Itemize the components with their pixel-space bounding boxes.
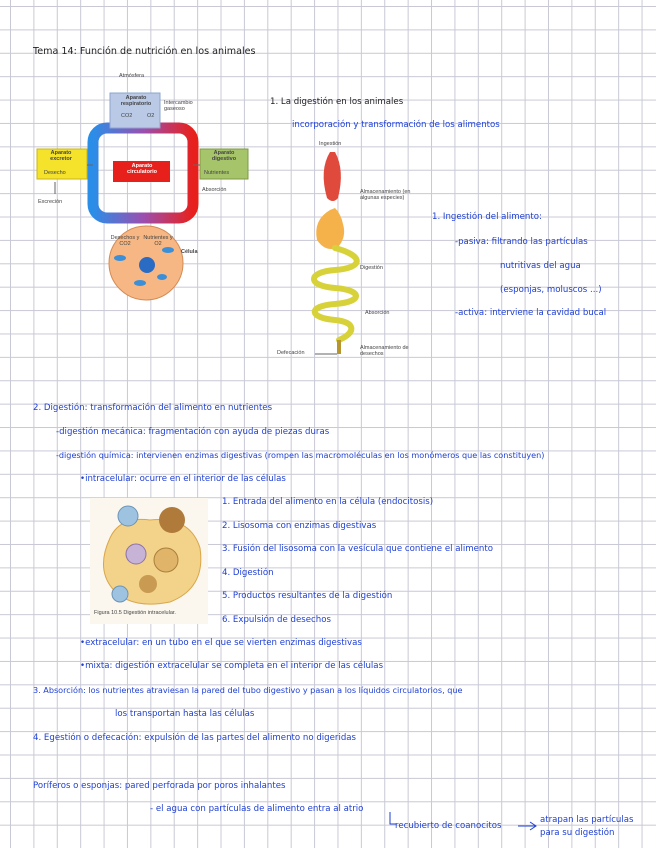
- egestion-line: 4. Egestión o defecación: expulsión de las partes del alimento no digeridas: [33, 733, 357, 743]
- figure-caption: Figura 10.5 Digestión intracelular.: [94, 610, 176, 616]
- cell-waste-label: Desechos y CO2: [110, 235, 140, 247]
- nutrients-label: Nutrientes: [204, 170, 230, 176]
- respiratory-system-label: Aparato respiratorio: [120, 95, 152, 107]
- waste-label: Desecho: [44, 170, 66, 176]
- mixed-digestion: •mixta: digestión extracelular se completa en el interior de las células: [80, 661, 384, 671]
- excretion-label: Excreción: [38, 199, 63, 205]
- chemical-digestion: -digestión química: intervienen enzimas digestivas (rompen las macromoléculas en los monómeros que las constituyen): [56, 450, 545, 460]
- page-title: Tema 14: Función de nutrición en los animales: [33, 46, 256, 57]
- ingestion-passive-2: nutritivas del agua: [500, 261, 581, 271]
- porifera-line-4: atrapan las partículas: [540, 815, 634, 825]
- step-1: 1. Entrada del alimento en la célula (endocitosis): [222, 497, 434, 507]
- extracellular-digestion: •extracelular: en un tubo en el que se vierten enzimas digestivas: [80, 638, 362, 648]
- absorption-tract-label: Absorción: [365, 310, 390, 316]
- porifera-line-5: para su digestión: [540, 828, 615, 838]
- section2-heading: 2. Digestión: transformación del alimento en nutrientes: [33, 403, 273, 413]
- waste-storage-label: Almacenamiento de desechos: [360, 345, 409, 357]
- absorption-line-2: los transportan hasta las células: [115, 709, 255, 719]
- digestive-tract-diagram: [275, 140, 425, 362]
- intracellular-digestion-diagram: [90, 498, 208, 610]
- atmosphere-label: Atmósfera: [119, 73, 145, 79]
- section1-subtitle: incorporación y transformación de los alimentos: [292, 120, 500, 130]
- ingestion-passive-3: (esponjas, moluscos ...): [500, 285, 602, 295]
- circulatory-system-label: Aparato circulatorio: [127, 163, 157, 175]
- digestive-tract-figure: [275, 140, 425, 362]
- absorption-label: Absorción: [202, 187, 227, 193]
- porifera-arrows: [386, 812, 546, 836]
- ingestion-active: -activa: interviene la cavidad bucal: [455, 308, 607, 318]
- co2-label: CO2: [121, 113, 133, 119]
- o2-label: O2: [147, 113, 155, 119]
- storage-label: Almacenamiento (en algunas especies): [360, 189, 411, 201]
- mechanical-digestion: -digestión mecánica: fragmentación con ayuda de piezas duras: [56, 427, 330, 437]
- ingestion-label: Ingestión: [319, 141, 342, 147]
- defecation-label: Defecación: [277, 350, 305, 356]
- cell-label: Célula: [181, 249, 198, 255]
- gas-exchange-label: Intercambio gaseoso: [164, 100, 193, 112]
- porifera-line-3: recubierto de coanocitos: [395, 821, 502, 831]
- excretory-system-label: Aparato excretor: [50, 150, 72, 162]
- ingestion-passive: -pasiva: filtrando las partículas: [455, 237, 588, 247]
- step-3: 3. Fusión del lisosoma con la vesícula que contiene el alimento: [222, 544, 494, 554]
- porifera-line-2: - el agua con partículas de alimento entra al atrio: [150, 804, 364, 814]
- ingestion-heading: 1. Ingestión del alimento:: [432, 212, 542, 222]
- intracellular-digestion-figure: [90, 498, 208, 624]
- porifera-line-1: Poríferos o esponjas: pared perforada por poros inhalantes: [33, 781, 286, 791]
- step-6: 6. Expulsión de desechos: [222, 615, 331, 625]
- section1-heading: 1. La digestión en los animales: [270, 97, 404, 107]
- cell-nutrients-label: Nutrientes y O2: [143, 235, 173, 247]
- step-4: 4. Digestión: [222, 568, 274, 578]
- step-2: 2. Lisosoma con enzimas digestivas: [222, 521, 377, 531]
- nutrition-systems-figure: [30, 70, 250, 310]
- digestion-label: Digestión: [360, 265, 383, 271]
- intracellular-digestion: •intracelular: ocurre en el interior de las células: [80, 474, 286, 484]
- step-5: 5. Productos resultantes de la digestión: [222, 591, 393, 601]
- absorption-line-1: 3. Absorción: los nutrientes atraviesan la pared del tubo digestivo y pasan a los líquidos circulatorios, que: [33, 685, 463, 695]
- digestive-system-label: Aparato digestivo: [211, 150, 237, 162]
